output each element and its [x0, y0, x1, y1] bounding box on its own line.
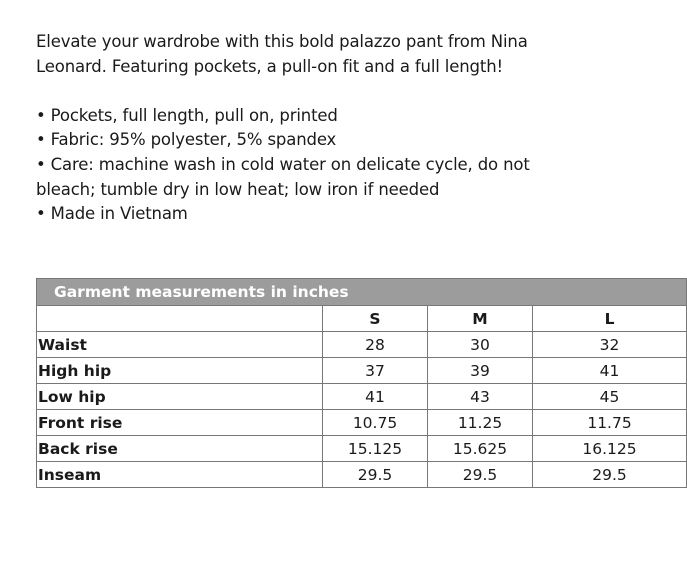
- table-cell: 29.5: [323, 462, 428, 488]
- table-cell: 32: [533, 332, 687, 358]
- table-cell: 11.25: [428, 410, 533, 436]
- size-header-row: [37, 306, 687, 332]
- row-label-high-hip: High hip: [37, 358, 323, 384]
- table-cell: 45: [533, 384, 687, 410]
- row-label-inseam: Inseam: [37, 462, 323, 488]
- table-row: [37, 410, 687, 436]
- bullet-origin: • Made in Vietnam: [36, 204, 188, 224]
- size-header-s: S: [323, 306, 428, 332]
- table-cell: 10.75: [323, 410, 428, 436]
- table-cell: 30: [428, 332, 533, 358]
- bullet-fabric: • Fabric: 95% polyester, 5% spandex: [36, 130, 337, 150]
- table-cell: 15.625: [428, 436, 533, 462]
- size-header-m: M: [428, 306, 533, 332]
- row-label-low-hip: Low hip: [37, 384, 323, 410]
- table-cell: 15.125: [323, 436, 428, 462]
- bullet-features: • Pockets, full length, pull on, printed: [36, 105, 338, 125]
- table-row: [37, 384, 687, 410]
- table-cell: 43: [428, 384, 533, 410]
- table-row: [37, 358, 687, 384]
- table-cell: 39: [428, 358, 533, 384]
- row-label-front-rise: Front rise: [37, 410, 323, 436]
- table-cell: 29.5: [428, 462, 533, 488]
- size-header-l: L: [533, 306, 687, 332]
- table-title: Garment measurements in inches: [37, 279, 687, 306]
- table-cell: 11.75: [533, 410, 687, 436]
- measurements-table-container: [36, 278, 637, 488]
- description-intro: Elevate your wardrobe with this bold palazzo pant from Nina Leonard. Featuring pockets, a pull-on fit and a full length!: [36, 32, 528, 76]
- table-title-row: [37, 279, 687, 306]
- table-cell: 37: [323, 358, 428, 384]
- product-description: [36, 30, 566, 227]
- table-row: [37, 436, 687, 462]
- table-cell: 41: [533, 358, 687, 384]
- table-cell: 41: [323, 384, 428, 410]
- table-cell: 16.125: [533, 436, 687, 462]
- table-cell: 29.5: [533, 462, 687, 488]
- table-cell: 28: [323, 332, 428, 358]
- table-row: [37, 462, 687, 488]
- size-header-blank: [37, 306, 323, 332]
- measurements-table: [36, 278, 687, 488]
- paragraph-gap: [36, 79, 566, 104]
- row-label-back-rise: Back rise: [37, 436, 323, 462]
- bullet-care: • Care: machine wash in cold water on delicate cycle, do not bleach; tumble dry in low heat; low iron if needed: [36, 154, 530, 199]
- table-row: [37, 332, 687, 358]
- row-label-waist: Waist: [37, 332, 323, 358]
